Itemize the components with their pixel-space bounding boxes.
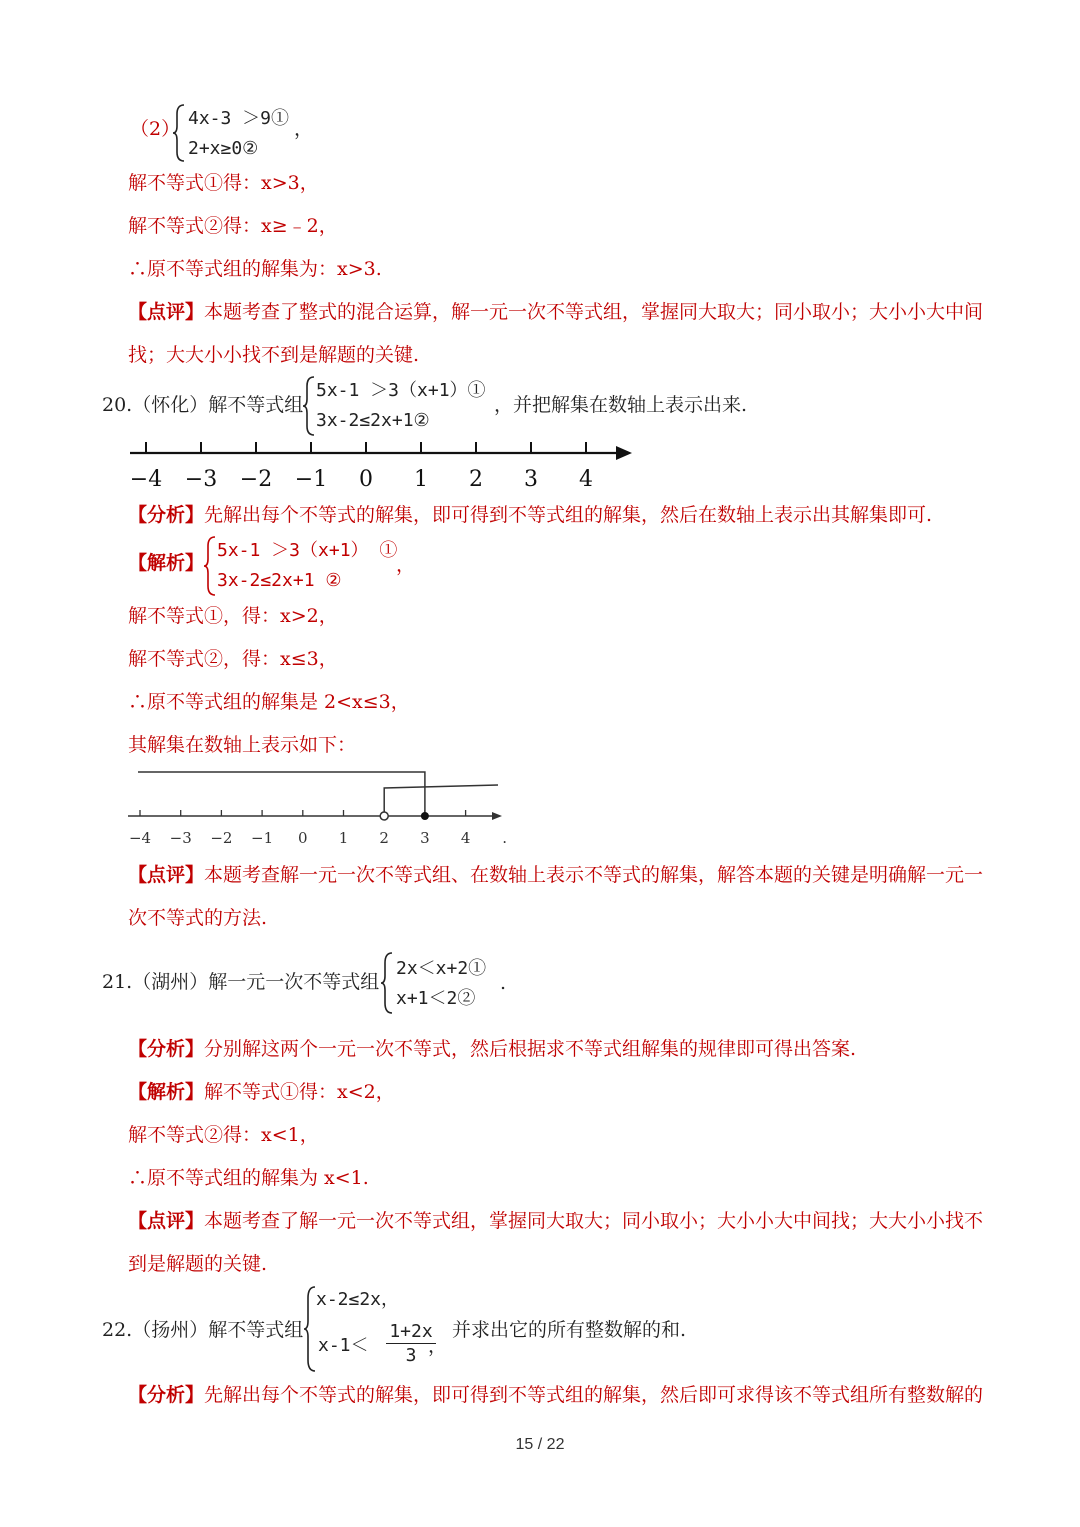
- q22-suffix: 并求出它的所有整数解的和.: [452, 1319, 687, 1341]
- analysis-tag: 【分析】: [128, 504, 205, 526]
- eq-text: 3x-2≤2x+1: [217, 570, 315, 591]
- q20-suffix: ，并把解集在数轴上表示出来.: [494, 394, 748, 416]
- equation-1: 4x-3 ＞9①: [188, 108, 290, 129]
- tick-label: −3: [184, 467, 218, 492]
- number-line: [130, 436, 640, 496]
- brace-icon: [172, 104, 186, 162]
- eq-mark: ①: [379, 540, 398, 561]
- p2-line-1: 解不等式①得：x>3，: [128, 172, 319, 194]
- brace-icon: [302, 376, 316, 436]
- q22-analysis: [128, 1382, 983, 1408]
- fraction-denominator: 3: [405, 1345, 417, 1366]
- brace-icon: [203, 536, 217, 596]
- q21-prefix: 21.（湖州）解一元一次不等式组: [102, 971, 380, 993]
- p2-line-2: 解不等式②得：x≥﹣2，: [128, 215, 338, 237]
- comma: ，: [396, 554, 416, 576]
- tick-label: 4: [579, 467, 593, 492]
- analysis-text: 先解出每个不等式的解集，即可得到不等式组的解集，然后在数轴上表示出其解集即可.: [204, 504, 933, 526]
- fraction-numerator: 1+2x: [386, 1321, 436, 1344]
- comma: ，: [294, 118, 314, 140]
- tick-label: 1: [414, 467, 428, 492]
- solution-eq-2: [217, 566, 397, 596]
- review-text: 本题考查了整式的混合运算，解一元一次不等式组，掌握同大取大；同小取小；大小小大中间: [204, 301, 984, 323]
- tick-label: −2: [210, 829, 233, 847]
- p2-line-3: ∴原不等式组的解集为：x>3.: [128, 258, 382, 280]
- tick-label: −4: [128, 829, 152, 847]
- review-tag: 【点评】: [128, 301, 205, 323]
- tick-label: 0: [359, 467, 373, 492]
- equation-2: 2+x≥0②: [188, 138, 259, 159]
- q20-line-4: 其解集在数轴上表示如下：: [128, 734, 357, 756]
- range-line-gt: [384, 785, 498, 816]
- analysis-tag: 【分析】: [128, 1384, 205, 1406]
- tick-label: 1: [338, 829, 349, 847]
- q20-line-1: 解不等式①，得：x>2，: [128, 605, 338, 627]
- closed-point: [421, 812, 429, 820]
- tick-label: −1: [294, 467, 328, 492]
- q20-analysis: [128, 502, 932, 528]
- tick-label: 4: [460, 829, 471, 847]
- tick-label: 2: [469, 467, 483, 492]
- p2-review-2: 找；大大小小找不到是解题的关键.: [128, 344, 420, 366]
- brace-icon: [303, 1286, 317, 1372]
- tick-label: 2: [379, 829, 389, 847]
- tick-label: −3: [169, 829, 192, 847]
- q21-solution: [128, 1079, 395, 1105]
- q21-line-2: 解不等式②得：x<1，: [128, 1124, 319, 1146]
- solution-tag: [128, 550, 204, 576]
- analysis-text: 先解出每个不等式的解集，即可得到不等式组的解集，然后即可求得该不等式组所有整数解的: [204, 1384, 984, 1406]
- comma: ，: [428, 1335, 448, 1357]
- q20-line-3: ∴原不等式组的解集是 2<x≤3，: [128, 691, 410, 713]
- solution-tag-text: 【解析】: [128, 552, 205, 574]
- tick-label: −4: [129, 467, 163, 492]
- open-point: [380, 812, 388, 820]
- solution-tag: 【解析】: [128, 1081, 205, 1103]
- arrow-icon: [492, 812, 502, 820]
- equation-2: x+1＜2②: [396, 988, 476, 1009]
- page-number: 15 / 22: [515, 1436, 565, 1453]
- analysis-tag: 【分析】: [128, 1038, 205, 1060]
- part2-label: （2）: [130, 118, 181, 140]
- period: .: [500, 972, 507, 994]
- q22-prefix: 22.（扬州）解不等式组: [102, 1319, 304, 1341]
- eq-mark: ②: [325, 570, 342, 591]
- tick-label: −2: [239, 467, 273, 492]
- review-tag: 【点评】: [128, 864, 205, 886]
- q20-prefix: 20.（怀化）解不等式组: [102, 394, 304, 416]
- review-text: 本题考查解一元一次不等式组、在数轴上表示不等式的解集，解答本题的关键是明确解一元一: [204, 864, 984, 886]
- review-text: 本题考查了解一元一次不等式组，掌握同大取大；同小取小；大小小大中间找；大大小小找不: [204, 1210, 984, 1232]
- tick-label: −1: [251, 829, 274, 847]
- equation-2: 3x-2≤2x+1②: [316, 410, 430, 431]
- trailing-dot: .: [502, 829, 508, 847]
- q21-analysis: [128, 1036, 856, 1062]
- p2-review-1: [128, 299, 983, 325]
- brace-icon: [380, 952, 394, 1014]
- arrow-icon: [616, 446, 632, 460]
- q21-review-1: [128, 1208, 983, 1234]
- review-tag: 【点评】: [128, 1210, 205, 1232]
- q22-eq-1: x-2≤2x，: [316, 1289, 400, 1310]
- tick-label: 0: [298, 829, 308, 847]
- equation-1: 5x-1 ＞3（x+1）①: [316, 380, 486, 401]
- q20-line-2: 解不等式②，得：x≤3，: [128, 648, 338, 670]
- solution-number-line: [128, 764, 528, 856]
- solution-eq-1: [217, 536, 397, 566]
- q22-eq-2-left: x-1＜: [318, 1335, 369, 1356]
- equation-1: 2x＜x+2①: [396, 958, 487, 979]
- range-line-le: [138, 772, 425, 816]
- q20-review-1: [128, 862, 983, 888]
- tick-label: 3: [524, 467, 538, 492]
- q21-review-2: 到是解题的关键.: [128, 1253, 268, 1275]
- q20-review-2: 次不等式的方法.: [128, 907, 268, 929]
- q21-line-3: ∴原不等式组的解集为 x<1.: [128, 1167, 369, 1189]
- solution-text: 解不等式①得：x<2，: [204, 1081, 395, 1103]
- eq-text: 5x-1 ＞3（x+1）: [217, 540, 369, 561]
- analysis-text: 分别解这两个一元一次不等式，然后根据求不等式组解集的规律即可得出答案.: [204, 1038, 857, 1060]
- tick-label: 3: [420, 829, 430, 847]
